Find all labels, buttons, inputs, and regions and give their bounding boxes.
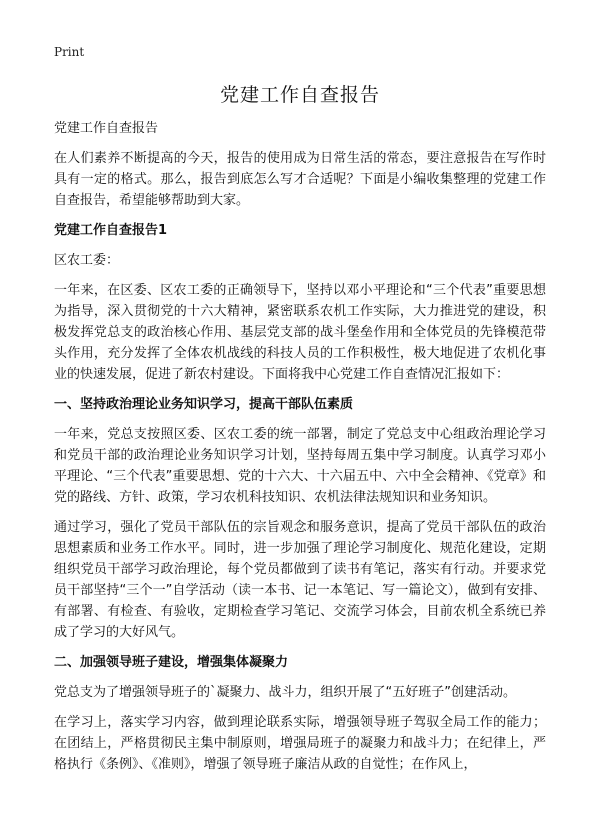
paragraph-3: 通过学习，强化了党员干部队伍的宗旨观念和服务意识，提高了党员干部队伍的政治思想素质和业务工作水平。同时，进一步加强了理论学习制度化、规范化建设，定期组织党员干部学习政治理论，每个党员都做到了读书有笔记，落实有行动。并要求党员干部坚持“三个一”自学活动（读一本书、记一本笔记、写一篇论文），做到有安排、有部署、有检查、有验收，定期检查学习笔记、交流学习体会，目前农机全系统已养成了学习的大好风气。	[54, 520, 546, 640]
paragraph-2: 一年来，党总支按照区委、区农工委的统一部署，制定了党总支中心组政治理论学习和党员干部的政治理论业务知识学习计划，坚持每周五集中学习制度。认真学习邓小平理论、“三个代表”重要思想、党的十六大、十六届五中、六中全会精神、《党章》和党的路线、方针、政策，学习农机科技知识、农机法律法规知识和业务知识。	[54, 427, 546, 505]
section-2-heading: 二、加强领导班子建设，增强集体凝聚力	[54, 655, 289, 670]
section-1-heading: 一、坚持政治理论业务知识学习，提高干部队伍素质	[54, 397, 354, 412]
document-body	[54, 118, 546, 784]
document-subtitle: 党建工作自查报告	[54, 121, 159, 136]
paragraph-5: 在学习上，落实学习内容，做到理论联系实际，增强领导班子驾驭全局工作的能力；在团结上，严格贯彻民主集中制原则，增强局班子的凝聚力和战斗力；在纪律上，严格执行《条例》、《准则》，增强了领导班子廉洁从政的自觉性；在作风上，	[54, 715, 546, 772]
page-title: 党建工作自查报告	[219, 84, 380, 106]
report-heading: 党建工作自查报告1	[54, 223, 168, 238]
paragraph-4: 党总支为了增强领导班子的`凝聚力、战斗力，组织开展了“五好班子”创建活动。	[54, 685, 516, 700]
intro-paragraph: 在人们素养不断提高的今天，报告的使用成为日常生活的常态，要注意报告在写作时具有一定的格式。那么，报告到底怎么写才合适呢？下面是小编收集整理的党建工作自查报告，希望能够帮助到大家。	[54, 151, 546, 208]
salutation: 区农工委：	[54, 253, 120, 268]
paragraph-1: 一年来，在区委、区农工委的正确领导下，坚持以邓小平理论和“三个代表”重要思想为指导，深入贯彻党的十六大精神，紧密联系农机工作实际，大力推进党的建设，积极发挥党总支的政治核心作用、基层党支部的战斗堡垒作用和全体党员的先锋模范带头作用，充分发挥了全体农机战线的科技人员的工作积极性，极大地促进了农机化事业的快速发展，促进了新农村建设。下面将我中心党建工作自查情况汇报如下：	[54, 283, 546, 382]
print-link[interactable]: Print	[54, 45, 85, 59]
